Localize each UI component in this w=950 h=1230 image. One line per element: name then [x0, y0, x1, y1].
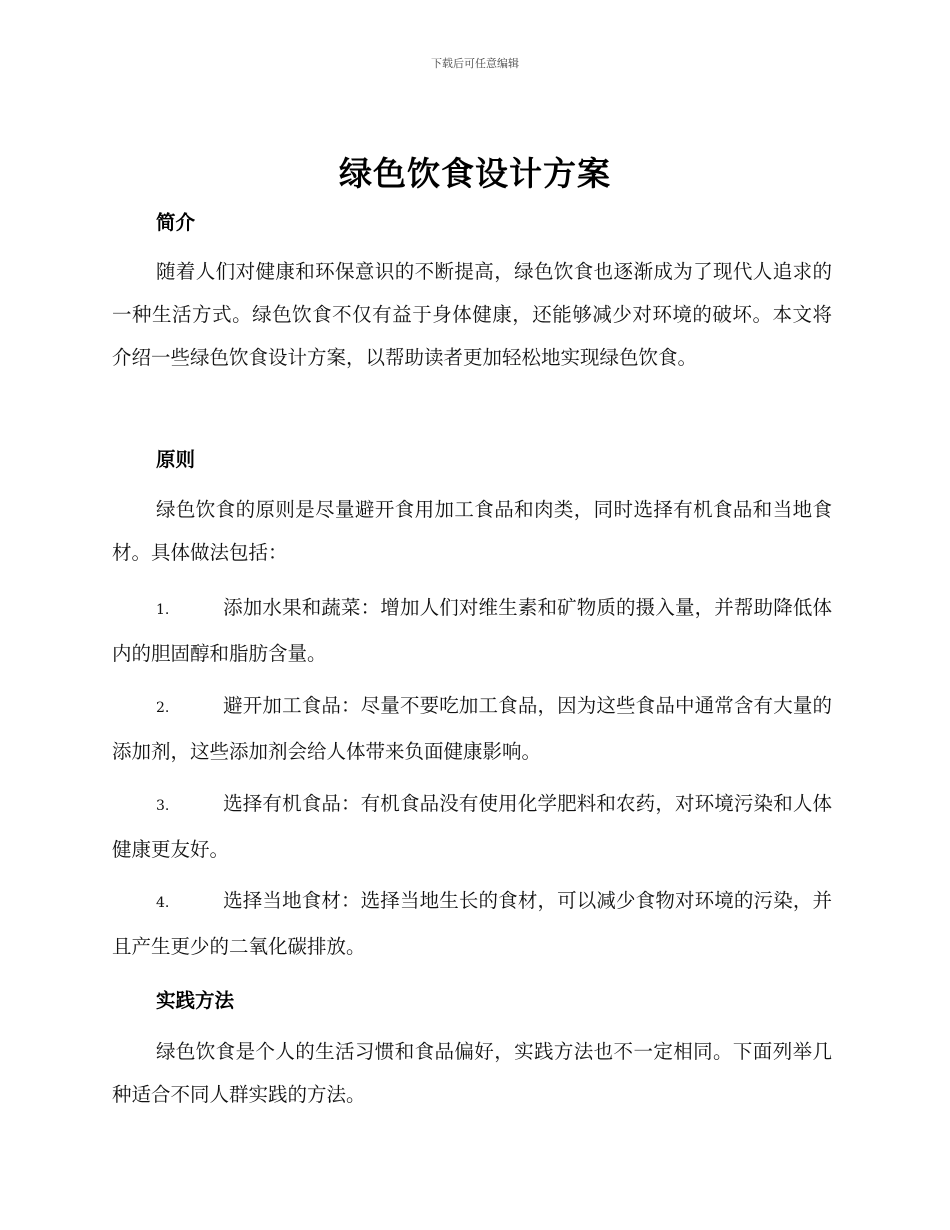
- list-item-text: 避开加工食品：尽量不要吃加工食品，因为这些食品中通常含有大量的添加剂，这些添加剂会给人体带来负面健康影响。: [112, 694, 832, 763]
- section-heading-intro: 简介: [156, 211, 196, 234]
- list-item-number: 4.: [156, 895, 170, 911]
- list-item: [112, 879, 832, 968]
- list-item-text: 选择有机食品：有机食品没有使用化学肥料和农药，对环境污染和人体健康更友好。: [112, 792, 832, 861]
- list-item-number: 1.: [156, 602, 170, 618]
- list-item-text: 添加水果和蔬菜：增加人们对维生素和矿物质的摄入量，并帮助降低体内的胆固醇和脂肪含量。: [112, 596, 832, 665]
- section-heading-principles: 原则: [156, 448, 196, 471]
- list-item: [112, 586, 832, 675]
- list-item: [112, 782, 832, 871]
- practice-paragraph: 绿色饮食是个人的生活习惯和食品偏好，实践方法也不一定相同。下面列举几种适合不同人群实践的方法。: [112, 1040, 832, 1106]
- section-heading-practice: 实践方法: [156, 989, 235, 1012]
- list-item-text: 选择当地食材：选择当地生长的食材，可以减少食物对环境的污染，并且产生更少的二氧化碳排放。: [112, 889, 832, 958]
- list-item-number: 3.: [156, 798, 170, 814]
- list-item-number: 2.: [156, 700, 170, 716]
- document-title: 绿色饮食设计方案: [339, 154, 611, 193]
- principles-paragraph: 绿色饮食的原则是尽量避开食用加工食品和肉类，同时选择有机食品和当地食材。具体做法包括：: [112, 498, 832, 564]
- intro-paragraph: 随着人们对健康和环保意识的不断提高，绿色饮食也逐渐成为了现代人追求的一种生活方式。绿色饮食不仅有益于身体健康，还能够减少对环境的破坏。本文将介绍一些绿色饮食设计方案，以帮助读者更加轻松地实现绿色饮食。: [112, 260, 832, 369]
- header-note: 下载后可任意编辑: [431, 57, 519, 70]
- list-item: [112, 684, 832, 773]
